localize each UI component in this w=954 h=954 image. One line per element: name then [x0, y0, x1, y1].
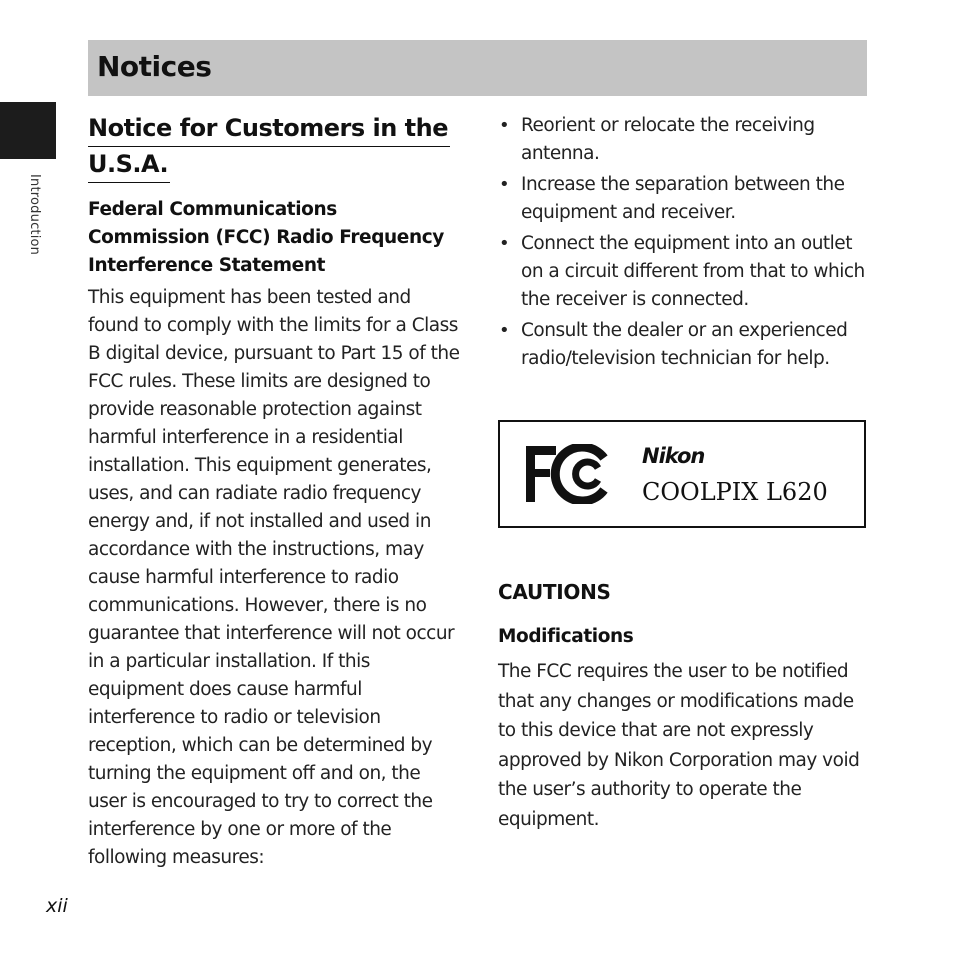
section-title-line-1: Notice for Customers in the — [88, 111, 450, 147]
section-title — [88, 111, 450, 183]
bullet-icon: • — [499, 233, 510, 254]
page-title: Notices — [97, 50, 212, 83]
section-tab-marker — [0, 102, 56, 159]
list-item — [497, 317, 872, 373]
section-tab-label: Introduction — [27, 174, 42, 256]
list-item — [497, 171, 872, 227]
model-name: COOLPIX L620 — [642, 478, 828, 506]
list-item-text: Increase the separation between the equipment and receiver. — [521, 174, 845, 223]
bullet-icon: • — [499, 115, 510, 136]
fcc-compliance-label — [498, 420, 866, 528]
header-band — [88, 40, 867, 96]
list-item — [497, 230, 872, 314]
modifications-heading: Modifications — [498, 626, 634, 647]
list-item-text: Consult the dealer or an experienced radio/television technician for help. — [521, 320, 848, 369]
bullet-icon: • — [499, 174, 510, 195]
fcc-logo-icon — [524, 444, 608, 504]
fcc-statement-body: This equipment has been tested and found to comply with the limits for a Class B digital device, pursuant to Part 15 of the FCC rules. These limits are designed to provide reasonable protection against harmful interference in a residential installation. This equipment generates, uses, and can radiate radio frequency energy and, if not installed and used in accordance with the instructions, may cause harmful interference to radio communications. However, there is no guarantee that interference will not occur in a particular installation. If this equipment does cause harmful interference to radio or television reception, which can be determined by turning the equipment off and on, the user is encouraged to try to correct the interference by one or more of the following measures: — [88, 287, 460, 868]
fcc-statement-heading: Federal Communications Commission (FCC) Radio Frequency Interference Statement — [88, 199, 444, 276]
list-item-text: Connect the equipment into an outlet on a circuit different from that to which the receiver is connected. — [521, 233, 865, 310]
list-item-text: Reorient or relocate the receiving antenna. — [521, 115, 815, 164]
cautions-heading: CAUTIONS — [498, 580, 611, 604]
modifications-text: The FCC requires the user to be notified that any changes or modifications made to this device that are not expressly approved by Nikon Corporation may void the user’s authority to operate the equipment. — [498, 661, 860, 830]
nikon-logo: Nikon — [642, 444, 705, 468]
bullet-icon: • — [499, 320, 510, 341]
list-item — [497, 112, 872, 168]
page-number: xii — [46, 895, 68, 917]
measures-list — [497, 112, 872, 376]
section-title-line-2: U.S.A. — [88, 147, 170, 183]
